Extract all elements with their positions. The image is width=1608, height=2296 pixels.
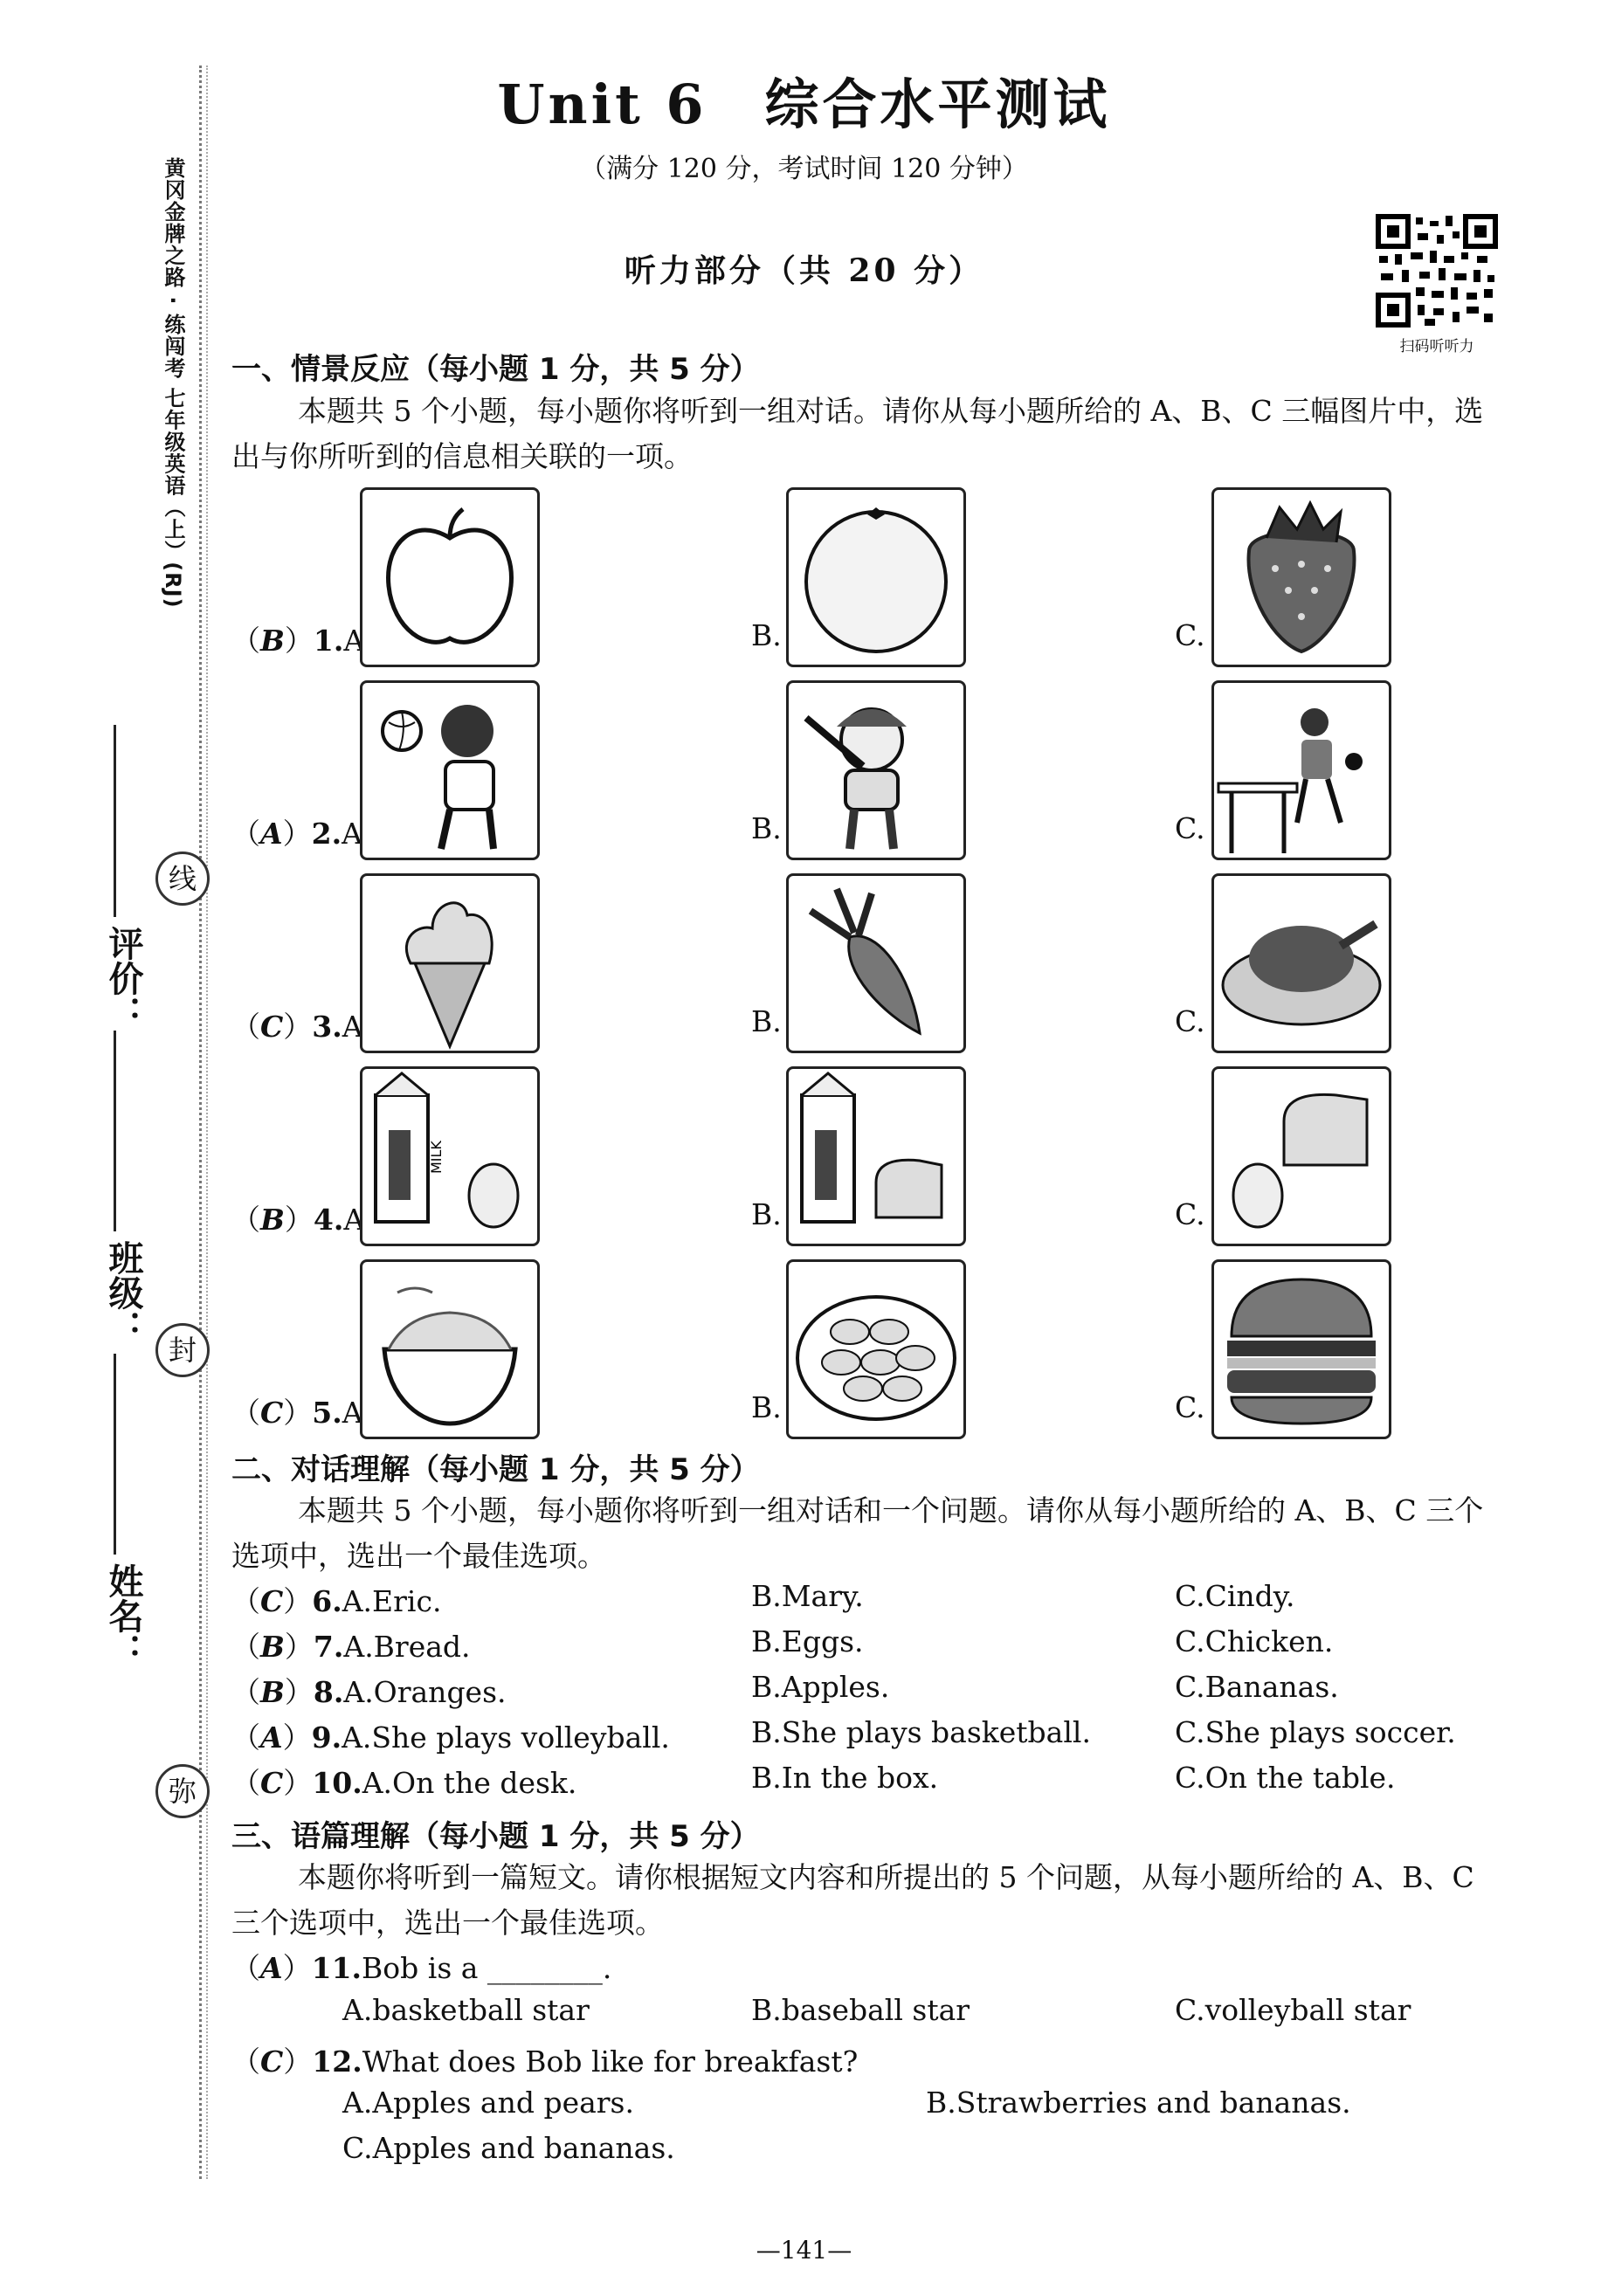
ice-cream-icon[interactable]: [360, 873, 540, 1053]
q4-number: 4.: [313, 1203, 344, 1237]
q3-number: 3.: [312, 1010, 342, 1044]
rice-bowl-icon[interactable]: [360, 1259, 540, 1439]
ping-pong-player-icon[interactable]: [1211, 680, 1391, 860]
q1-number: 1.: [313, 624, 344, 658]
series-side-label: 黄冈金牌之路 · 练闯考 七年级英语（上）(RJ): [161, 157, 185, 609]
q8-option-c[interactable]: C.Bananas.: [1175, 1670, 1339, 1704]
seal-mi: 弥: [155, 1764, 210, 1818]
q2-option-b-letter: B.: [751, 811, 782, 845]
dumplings-plate-icon[interactable]: [786, 1259, 966, 1439]
q12-option-b[interactable]: B.Strawberries and bananas.: [926, 2086, 1351, 2120]
q1-option-c-letter: C.: [1175, 618, 1205, 652]
section1-title: 一、情景反应（每小题 1 分，共 5 分）: [231, 352, 760, 387]
q11-option-a[interactable]: A.basketball star: [342, 1993, 590, 2027]
q2-answer: A: [260, 817, 283, 851]
q7-option-a[interactable]: A.Bread.: [343, 1630, 471, 1664]
field-line-class[interactable]: [114, 1031, 116, 1231]
q1-label: （B）1.A.: [231, 624, 374, 658]
field-label-rating: 评价：: [103, 926, 143, 1031]
hamburger-icon[interactable]: [1211, 1259, 1391, 1439]
q6-number: 6.: [312, 1584, 342, 1618]
q12-stem: What does Bob like for breakfast?: [362, 2044, 859, 2079]
strawberry-icon[interactable]: [1211, 487, 1391, 667]
milk-and-bread-icon[interactable]: [786, 1066, 966, 1246]
milk-and-egg-icon[interactable]: [360, 1066, 540, 1246]
page-subtitle: （满分 120 分，考试时间 120 分钟）: [580, 154, 1028, 184]
field-line-name[interactable]: [114, 1354, 116, 1555]
bread-and-egg-icon[interactable]: [1211, 1066, 1391, 1246]
q5-number: 5.: [312, 1396, 342, 1430]
page-number: —141—: [756, 2236, 852, 2265]
q9-option-b[interactable]: B.She plays basketball.: [751, 1715, 1091, 1749]
q2-option-c-letter: C.: [1175, 811, 1205, 845]
q12-option-c[interactable]: C.Apples and bananas.: [342, 2131, 675, 2165]
section2-intro: 本题共 5 个小题，每小题你将听到一组对话和一个问题。请你从每小题所给的 A、B、C 三个选项中，选出一个最佳选项。: [231, 1493, 1484, 1573]
q8-row: （B）8.A.Oranges.: [231, 1675, 507, 1709]
q8-answer: B: [260, 1675, 285, 1709]
q6-answer: C: [260, 1584, 284, 1618]
q1-option-b-letter: B.: [751, 618, 782, 652]
q2-label: （A）2.A.: [231, 817, 372, 851]
q7-option-b[interactable]: B.Eggs.: [751, 1624, 864, 1658]
q10-number: 10.: [312, 1766, 362, 1800]
page-title: Unit 6 综合水平测试: [497, 72, 1111, 136]
q8-option-a[interactable]: A.Oranges.: [343, 1675, 507, 1709]
apple-icon[interactable]: [360, 487, 540, 667]
volleyball-player-icon[interactable]: [360, 680, 540, 860]
q2-number: 2.: [311, 817, 342, 851]
q11-stem: Bob is a ________.: [362, 1951, 612, 1985]
q5-label: （C）5.A.: [231, 1396, 373, 1430]
field-label-class: 班级：: [103, 1240, 143, 1345]
q11-option-b[interactable]: B.baseball star: [751, 1993, 970, 2027]
q10-option-c[interactable]: C.On the table.: [1175, 1761, 1396, 1795]
q4-answer: B: [260, 1203, 285, 1237]
qr-code-icon[interactable]: [1376, 214, 1498, 328]
q12-number: 12.: [312, 2044, 362, 2079]
section2-title: 二、对话理解（每小题 1 分，共 5 分）: [231, 1452, 760, 1487]
q5-option-a-letter: A.: [342, 1396, 373, 1430]
section1-intro: 本题共 5 个小题，每小题你将听到一组对话。请你从每小题所给的 A、B、C 三幅图片中，选出与你所听到的信息相关联的一项。: [231, 394, 1484, 473]
section3-intro: 本题你将听到一篇短文。请你根据短文内容和所提出的 5 个问题，从每小题所给的 A、B、C 三个选项中，选出一个最佳选项。: [231, 1860, 1474, 1940]
svg-text:MILK: MILK: [428, 1141, 445, 1174]
q9-answer: A: [260, 1720, 283, 1755]
q6-row: （C）6.A.Eric.: [231, 1584, 442, 1618]
seal-feng: 封: [155, 1323, 210, 1377]
field-line-rating[interactable]: [114, 725, 116, 917]
q6-option-b[interactable]: B.Mary.: [751, 1579, 864, 1613]
q9-row: （A）9.A.She plays volleyball.: [231, 1720, 670, 1755]
q5-answer: C: [260, 1396, 284, 1430]
q8-option-b[interactable]: B.Apples.: [751, 1670, 890, 1704]
orange-icon[interactable]: [786, 487, 966, 667]
q7-answer: B: [260, 1630, 285, 1664]
q2-option-a-letter: A.: [342, 817, 372, 851]
q4-option-c-letter: C.: [1175, 1197, 1205, 1231]
q4-option-a-letter: A.: [343, 1203, 374, 1237]
q10-row: （C）10.A.On the desk.: [231, 1766, 577, 1800]
baseball-player-icon[interactable]: [786, 680, 966, 860]
q4-option-b-letter: B.: [751, 1197, 782, 1231]
q11-row: （A）11.Bob is a ________.: [231, 1951, 612, 1985]
q12-answer: C: [260, 2044, 284, 2079]
q11-option-c[interactable]: C.volleyball star: [1175, 1993, 1411, 2027]
q9-option-a[interactable]: A.She plays volleyball.: [342, 1720, 670, 1755]
q10-option-a[interactable]: A.On the desk.: [362, 1766, 577, 1800]
seal-xian: 线: [155, 852, 210, 906]
q3-label: （C）3.A.: [231, 1010, 373, 1044]
q10-option-b[interactable]: B.In the box.: [751, 1761, 939, 1795]
q1-answer: B: [260, 624, 285, 658]
q11-number: 11.: [311, 1951, 362, 1985]
q1-option-a-letter: A.: [343, 624, 374, 658]
q6-option-c[interactable]: C.Cindy.: [1175, 1579, 1295, 1613]
listening-header: 听力部分（共 20 分）: [624, 252, 984, 289]
q5-option-b-letter: B.: [751, 1390, 782, 1424]
q8-number: 8.: [313, 1675, 344, 1709]
q5-option-c-letter: C.: [1175, 1390, 1205, 1424]
q7-option-c[interactable]: C.Chicken.: [1175, 1624, 1334, 1658]
field-label-name: 姓名：: [103, 1563, 143, 1668]
q6-option-a[interactable]: A.Eric.: [342, 1584, 442, 1618]
q7-number: 7.: [313, 1630, 344, 1664]
qr-caption: 扫码听听力: [1399, 338, 1474, 355]
q11-answer: A: [260, 1951, 283, 1985]
binding-line-inner: [206, 66, 208, 2179]
binding-line: [199, 66, 202, 2179]
q7-row: （B）7.A.Bread.: [231, 1630, 471, 1664]
q3-option-c-letter: C.: [1175, 1004, 1205, 1038]
q9-option-c[interactable]: C.She plays soccer.: [1175, 1715, 1456, 1749]
roast-chicken-icon[interactable]: [1211, 873, 1391, 1053]
q12-row: （C）12.What does Bob like for breakfast?: [231, 2044, 859, 2079]
q10-answer: C: [260, 1766, 284, 1800]
section3-title: 三、语篇理解（每小题 1 分，共 5 分）: [231, 1819, 760, 1854]
carrot-icon[interactable]: [786, 873, 966, 1053]
q12-option-a[interactable]: A.Apples and pears.: [342, 2086, 634, 2120]
q4-label: （B）4.A.: [231, 1203, 374, 1237]
q9-number: 9.: [311, 1720, 342, 1755]
q3-option-b-letter: B.: [751, 1004, 782, 1038]
q3-answer: C: [260, 1010, 284, 1044]
q3-option-a-letter: A.: [342, 1010, 373, 1044]
